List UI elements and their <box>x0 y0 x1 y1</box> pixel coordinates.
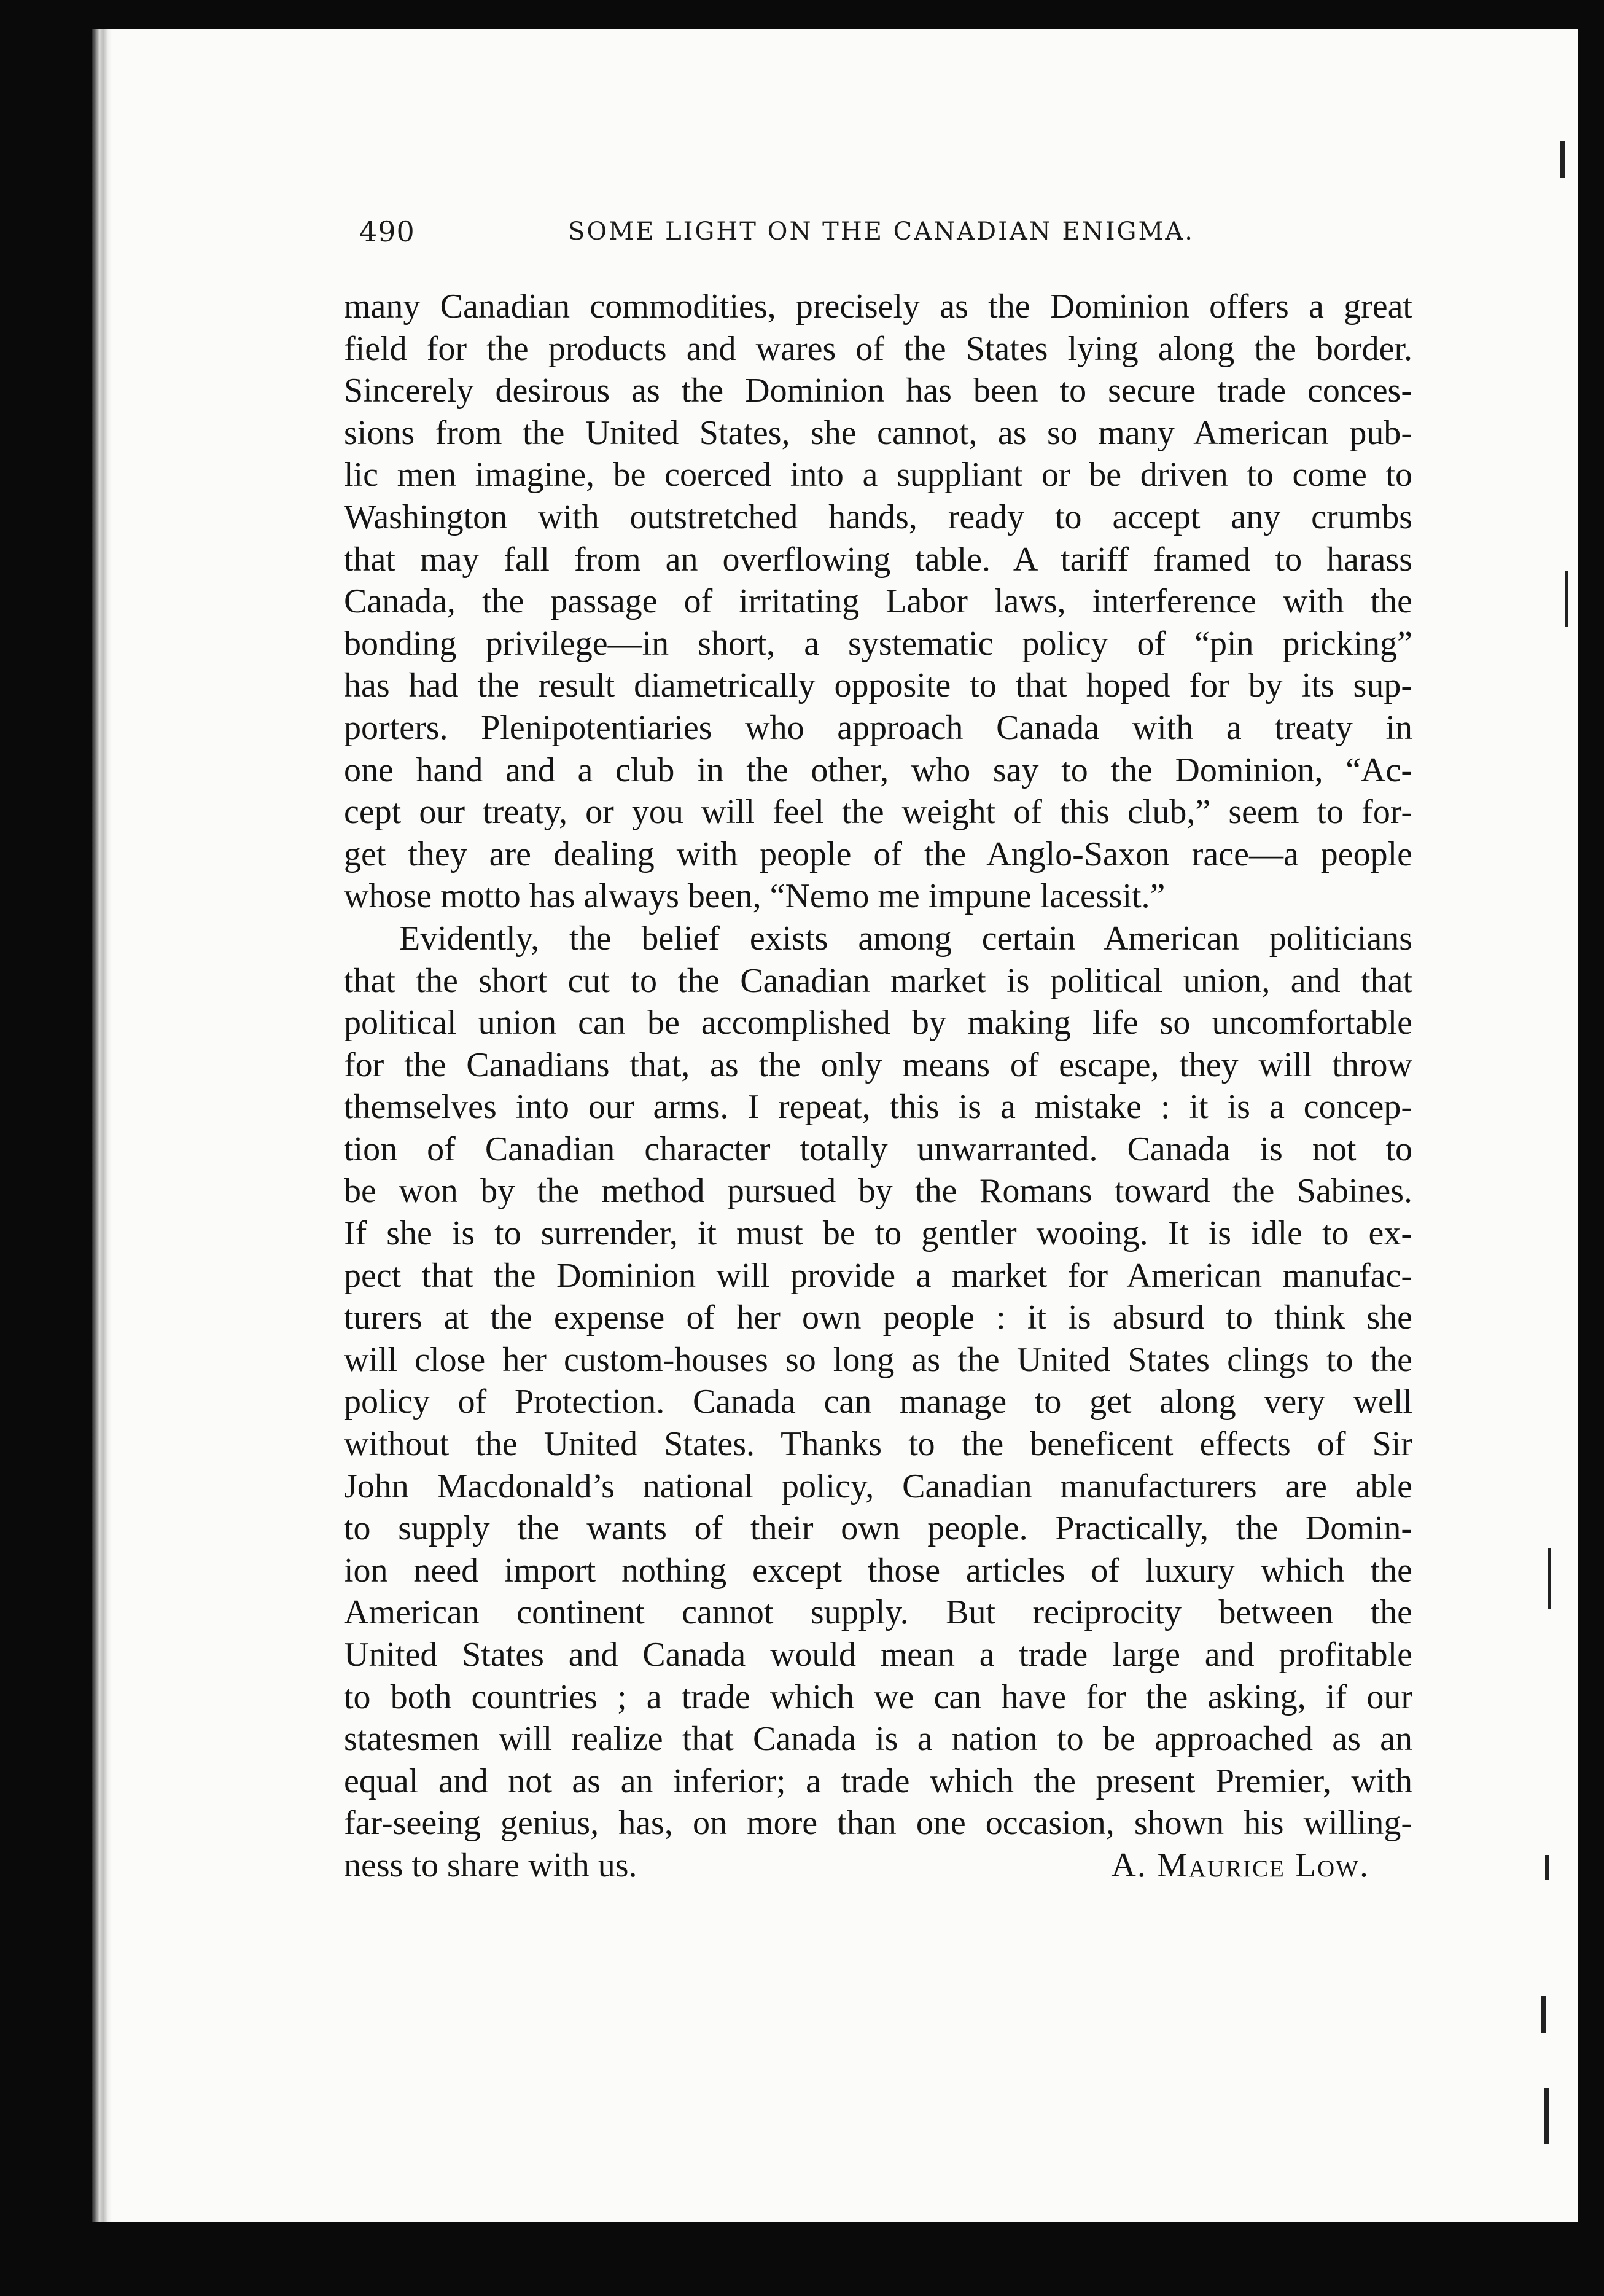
paragraph-2 <box>344 918 1412 1887</box>
text-line: bonding privilege—in short, a systematic policy of “pin pricking” <box>344 624 1412 663</box>
text-line: John Macdonald’s national policy, Canadian manufacturers are able <box>344 1467 1412 1505</box>
text-line: whose motto has always been, “Nemo me impune lacessit.” <box>344 877 1166 916</box>
text-line: cept our treaty, or you will feel the weight of this club,” seem to for- <box>344 793 1412 832</box>
text-line: lic men imagine, be coerced into a suppliant or be driven to come to <box>344 456 1412 494</box>
text-line: to both countries ; a trade which we can have for the asking, if our <box>344 1677 1412 1716</box>
text-line: to supply the wants of their own people. Practically, the Domin- <box>344 1509 1412 1548</box>
text-line: Evidently, the belief exists among certain American politicians <box>399 919 1412 958</box>
text-line: field for the products and wares of the States lying along the border. <box>344 329 1412 368</box>
text-line: porters. Plenipotentiaries who approach Canada with a treaty in <box>344 708 1412 747</box>
text-line: United States and Canada would mean a trade large and profitable <box>344 1636 1412 1674</box>
scan-edge-mark <box>1545 1855 1549 1880</box>
text-line: turers at the expense of her own people : it is absurd to think she <box>344 1298 1412 1337</box>
text-line: ion need import nothing except those articles of luxury which the <box>344 1551 1412 1590</box>
text-line: without the United States. Thanks to the beneficent effects of Sir <box>344 1425 1412 1464</box>
article-body <box>344 286 1412 1887</box>
text-line: Sincerely desirous as the Dominion has been to secure trade conces- <box>344 372 1412 410</box>
text-line: get they are dealing with people of the Anglo-Saxon race—a people <box>344 835 1412 873</box>
text-line: tion of Canadian character totally unwarranted. Canada is not to <box>344 1130 1412 1168</box>
page-header <box>359 215 1219 264</box>
scan-edge-mark <box>1544 2088 1549 2144</box>
page-binding-edge <box>92 29 112 2222</box>
scan-edge-mark <box>1560 141 1565 178</box>
text-line: for the Canadians that, as the only means of escape, they will throw <box>344 1045 1412 1084</box>
text-line: many Canadian commodities, precisely as the Dominion offers a great <box>344 287 1412 326</box>
text-line: equal and not as an inferior; a trade which the present Premier, with <box>344 1762 1412 1800</box>
paragraph-1 <box>344 286 1412 918</box>
scan-edge-mark <box>1541 1996 1546 2033</box>
text-line: will close her custom-houses so long as the United States clings to the <box>344 1340 1412 1379</box>
text-line: be won by the method pursued by the Romans toward the Sabines. <box>344 1172 1412 1211</box>
text-line: sions from the United States, she cannot, as so many American pub- <box>344 413 1412 452</box>
text-line: If she is to surrender, it must be to gentler wooing. It is idle to ex- <box>344 1214 1412 1253</box>
text-line: pect that the Dominion will provide a market for American manufac- <box>344 1256 1412 1295</box>
text-line: policy of Protection. Canada can manage to get along very well <box>344 1383 1412 1421</box>
text-line: that may fall from an overflowing table. A tariff framed to harass <box>344 540 1412 579</box>
text-line: far-seeing genius, has, on more than one occasion, shown his willing- <box>344 1804 1412 1843</box>
text-line: ness to share with us. <box>344 1846 637 1884</box>
text-line: has had the result diametrically opposite to that hoped for by its sup- <box>344 666 1412 705</box>
text-line: Canada, the passage of irritating Labor laws, interference with the <box>344 582 1412 621</box>
text-line: Washington with outstretched hands, ready to accept any crumbs <box>344 498 1412 536</box>
page-number: 490 <box>359 215 415 248</box>
author-signature: A. Maurice Low. <box>1111 1846 1369 1884</box>
scan-edge-mark <box>1548 1548 1551 1609</box>
text-line: that the short cut to the Canadian market is political union, and that <box>344 961 1412 1000</box>
text-line: themselves into our arms. I repeat, this is a mistake : it is a concep- <box>344 1088 1412 1127</box>
text-line: one hand and a club in the other, who say to the Dominion, “Ac- <box>344 751 1412 789</box>
text-line: statesmen will realize that Canada is a nation to be approached as an <box>344 1720 1412 1759</box>
text-line: American continent cannot supply. But reciprocity between the <box>344 1593 1412 1632</box>
scan-edge-mark <box>1565 571 1568 627</box>
running-head: SOME LIGHT ON THE CANADIAN ENIGMA. <box>568 217 1195 246</box>
text-line: political union can be accomplished by making life so uncomfortable <box>344 1004 1412 1042</box>
closing-line <box>344 1845 1412 1887</box>
